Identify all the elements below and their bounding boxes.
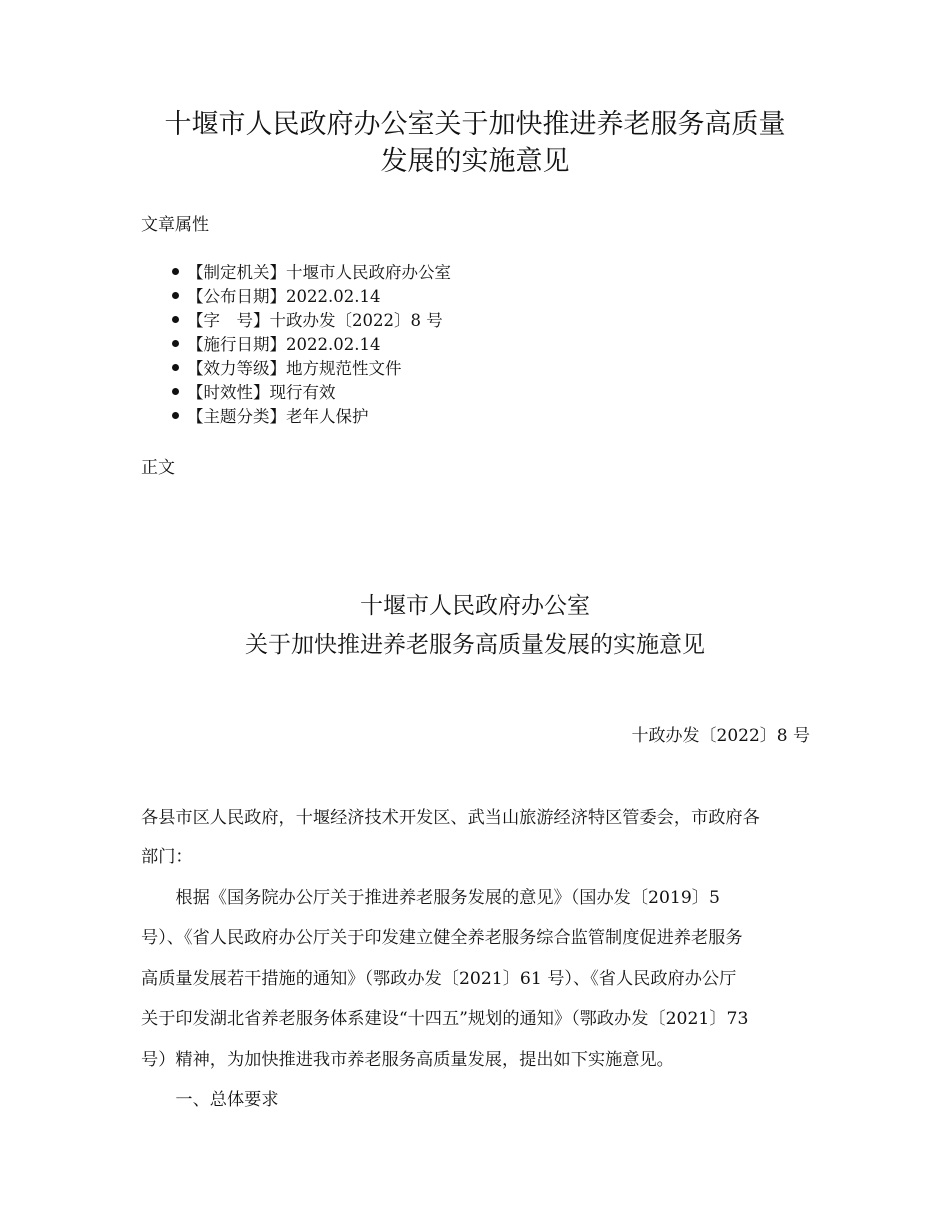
doc-heading-line-2: 关于加快推进养老服务高质量发展的实施意见 — [245, 632, 705, 658]
bullet-icon — [172, 340, 179, 347]
bullet-icon — [172, 412, 179, 419]
body-line: 高质量发展若干措施的通知》（鄂政办发〔2021〕61 号）、《省人民政府办公厅 — [141, 969, 737, 989]
bullet-icon — [172, 316, 179, 323]
property-text: 【制定机关】十堰市人民政府办公室 — [187, 263, 451, 282]
bullet-icon — [172, 364, 179, 371]
body-line: 号）精神，为加快推进我市养老服务高质量发展，提出如下实施意见。 — [141, 1050, 674, 1070]
body-label: 正文 — [141, 458, 175, 478]
property-text: 【施行日期】2022.02.14 — [187, 335, 381, 354]
property-text: 【字 号】十政办发〔2022〕8 号 — [187, 311, 443, 330]
bullet-icon — [172, 268, 179, 275]
property-item — [172, 283, 380, 307]
property-item — [172, 331, 380, 355]
section-heading: 一、总体要求 — [141, 1090, 279, 1110]
body-line: 根据《国务院办公厅关于推进养老服务发展的意见》（国办发〔2019〕5 — [141, 888, 720, 908]
body-line: 各县市区人民政府，十堰经济技术开发区、武当山旅游经济特区管委会，市政府各 — [141, 808, 760, 828]
body-line: 部门： — [141, 847, 193, 867]
property-text: 【时效性】现行有效 — [187, 383, 336, 402]
bullet-icon — [172, 388, 179, 395]
property-item — [172, 259, 451, 283]
property-text: 【效力等级】地方规范性文件 — [187, 359, 402, 378]
property-item — [172, 379, 336, 403]
document-title-line-2: 发展的实施意见 — [380, 146, 570, 177]
document-title-line-1: 十堰市人民政府办公室关于加快推进养老服务高质量 — [164, 109, 786, 140]
property-item — [172, 403, 369, 427]
body-line: 关于印发湖北省养老服务体系建设“十四五”规划的通知》（鄂政办发〔2021〕73 — [141, 1009, 749, 1029]
property-item — [172, 307, 443, 331]
properties-label: 文章属性 — [141, 215, 209, 235]
doc-heading-line-1: 十堰市人民政府办公室 — [360, 593, 590, 619]
property-text: 【公布日期】2022.02.14 — [187, 287, 381, 306]
doc-number: 十政办发〔2022〕8 号 — [631, 726, 810, 746]
bullet-icon — [172, 292, 179, 299]
body-line: 号）、《省人民政府办公厅关于印发建立健全养老服务综合监管制度促进养老服务 — [141, 928, 743, 948]
property-text: 【主题分类】老年人保护 — [187, 407, 369, 426]
property-item — [172, 355, 402, 379]
